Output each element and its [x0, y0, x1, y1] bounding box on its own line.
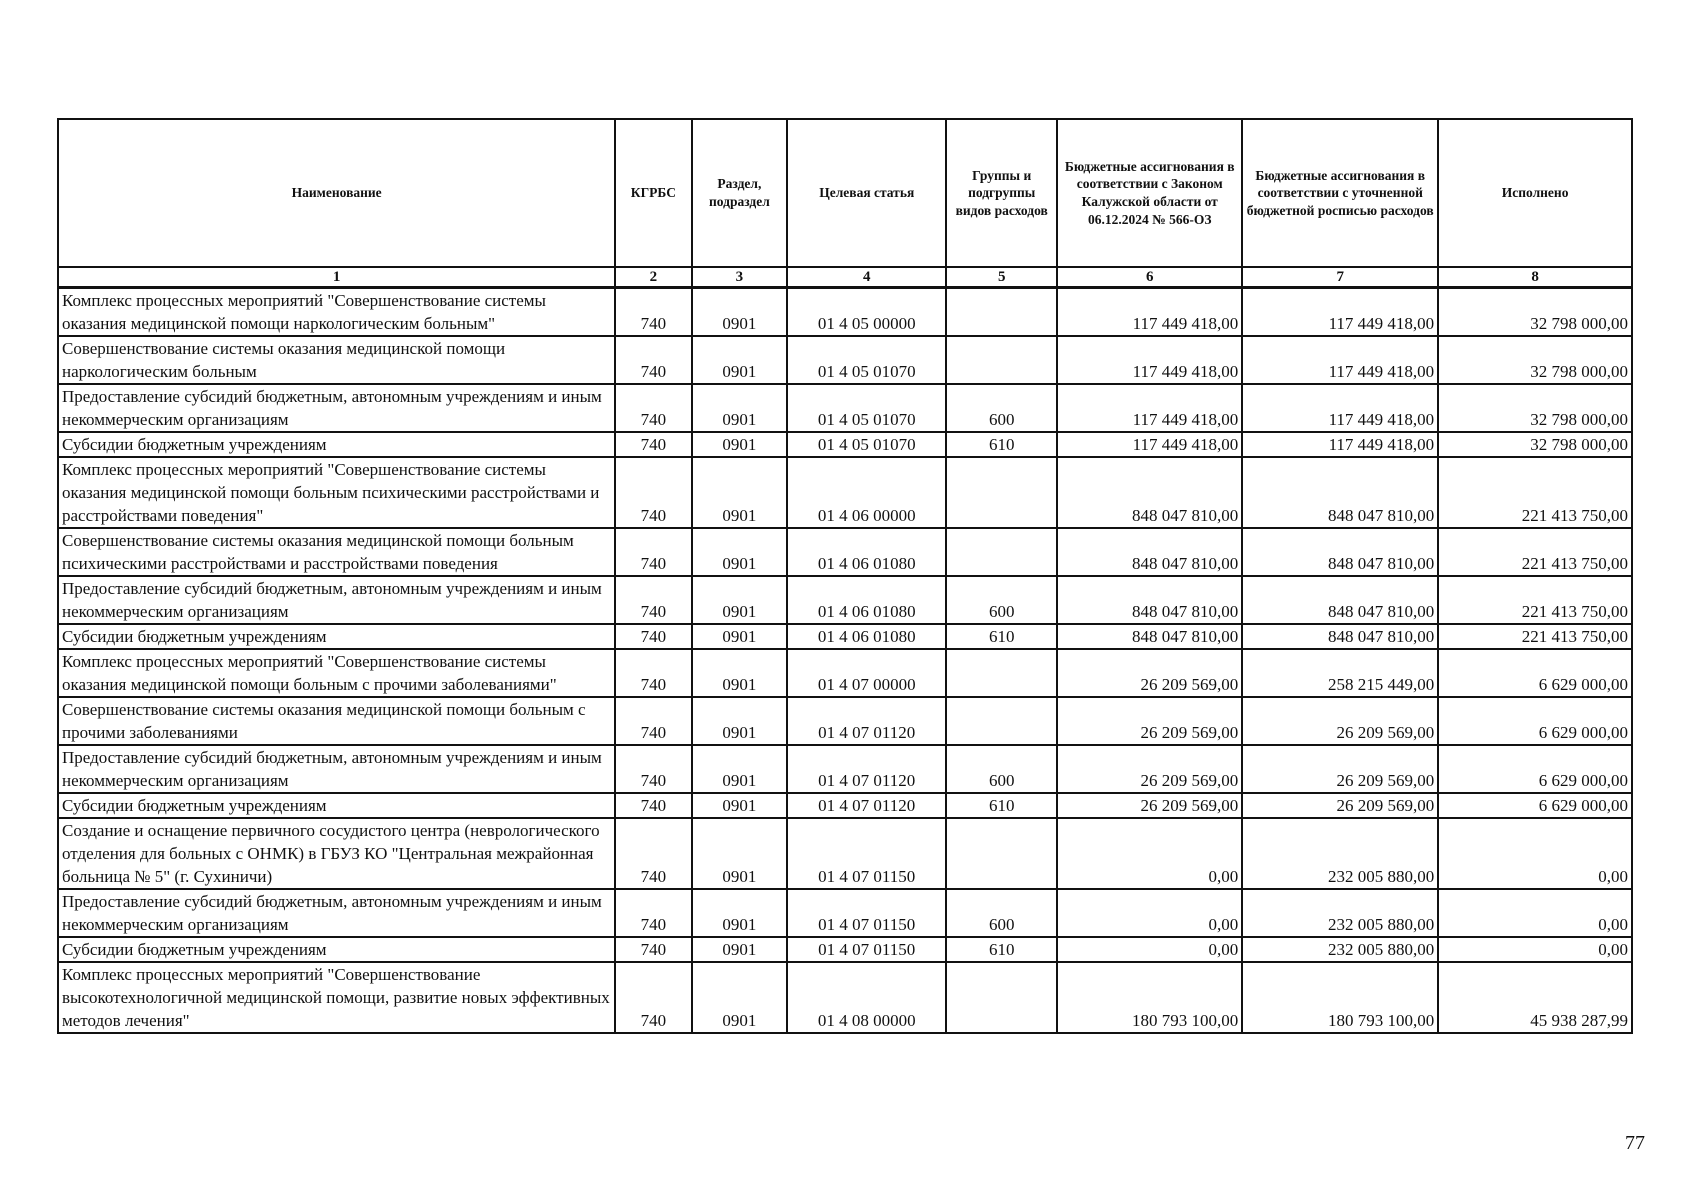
row-name: Создание и оснащение первичного сосудистого центра (неврологического отделения для больных с ОНМК) в ГБУЗ КО "Центральная межрайонная больница № 5" (г. Сухиничи)	[58, 818, 615, 889]
row-section: 0901	[692, 384, 788, 432]
col-number: 4	[787, 267, 946, 288]
row-refined-allocation: 117 449 418,00	[1242, 384, 1438, 432]
row-kgrbs: 740	[615, 528, 691, 576]
col-number: 1	[58, 267, 615, 288]
row-law-allocation: 117 449 418,00	[1057, 336, 1242, 384]
row-refined-allocation: 848 047 810,00	[1242, 624, 1438, 649]
row-refined-allocation: 26 209 569,00	[1242, 745, 1438, 793]
row-section: 0901	[692, 818, 788, 889]
col-number: 3	[692, 267, 788, 288]
table-row	[58, 432, 1632, 457]
col-number: 8	[1438, 267, 1632, 288]
table-row	[58, 937, 1632, 962]
col-header-kgrbs: КГРБС	[615, 119, 691, 267]
row-law-allocation: 117 449 418,00	[1057, 384, 1242, 432]
table-row	[58, 384, 1632, 432]
row-target-article: 01 4 06 01080	[787, 528, 946, 576]
row-refined-allocation: 848 047 810,00	[1242, 457, 1438, 528]
column-number-row	[58, 267, 1632, 288]
row-section: 0901	[692, 336, 788, 384]
row-executed: 6 629 000,00	[1438, 697, 1632, 745]
row-kgrbs: 740	[615, 288, 691, 337]
row-kgrbs: 740	[615, 962, 691, 1033]
row-law-allocation: 26 209 569,00	[1057, 649, 1242, 697]
row-refined-allocation: 848 047 810,00	[1242, 528, 1438, 576]
row-target-article: 01 4 06 01080	[787, 624, 946, 649]
table-row	[58, 889, 1632, 937]
row-refined-allocation: 117 449 418,00	[1242, 336, 1438, 384]
row-executed: 0,00	[1438, 818, 1632, 889]
row-executed: 221 413 750,00	[1438, 528, 1632, 576]
row-kgrbs: 740	[615, 937, 691, 962]
row-section: 0901	[692, 745, 788, 793]
col-header-section: Раздел, подраздел	[692, 119, 788, 267]
row-expense-group	[946, 818, 1057, 889]
table-body	[58, 288, 1632, 1034]
col-header-refined-allocation: Бюджетные ассигнования в соответствии с уточненной бюджетной росписью расходов	[1242, 119, 1438, 267]
row-name: Комплекс процессных мероприятий "Совершенствование системы оказания медицинской помощи больным с прочими заболеваниями"	[58, 649, 615, 697]
row-name: Субсидии бюджетным учреждениям	[58, 432, 615, 457]
table-row	[58, 818, 1632, 889]
row-section: 0901	[692, 457, 788, 528]
row-refined-allocation: 232 005 880,00	[1242, 937, 1438, 962]
row-section: 0901	[692, 889, 788, 937]
table-row	[58, 793, 1632, 818]
table-row	[58, 962, 1632, 1033]
row-section: 0901	[692, 432, 788, 457]
row-refined-allocation: 117 449 418,00	[1242, 288, 1438, 337]
row-name: Предоставление субсидий бюджетным, автономным учреждениям и иным некоммерческим организациям	[58, 384, 615, 432]
row-expense-group	[946, 336, 1057, 384]
row-kgrbs: 740	[615, 336, 691, 384]
row-kgrbs: 740	[615, 384, 691, 432]
budget-table	[57, 118, 1633, 1034]
row-kgrbs: 740	[615, 818, 691, 889]
row-kgrbs: 740	[615, 432, 691, 457]
row-kgrbs: 740	[615, 793, 691, 818]
row-name: Комплекс процессных мероприятий "Совершенствование системы оказания медицинской помощи наркологическим больным"	[58, 288, 615, 337]
row-expense-group	[946, 697, 1057, 745]
row-law-allocation: 0,00	[1057, 818, 1242, 889]
table-row	[58, 528, 1632, 576]
row-name: Совершенствование системы оказания медицинской помощи наркологическим больным	[58, 336, 615, 384]
row-law-allocation: 26 209 569,00	[1057, 793, 1242, 818]
row-name: Совершенствование системы оказания медицинской помощи больным психическими расстройствами и расстройствами поведения	[58, 528, 615, 576]
row-law-allocation: 848 047 810,00	[1057, 457, 1242, 528]
row-target-article: 01 4 05 01070	[787, 336, 946, 384]
row-expense-group: 600	[946, 745, 1057, 793]
row-law-allocation: 26 209 569,00	[1057, 745, 1242, 793]
row-name: Субсидии бюджетным учреждениям	[58, 793, 615, 818]
row-refined-allocation: 26 209 569,00	[1242, 793, 1438, 818]
row-executed: 32 798 000,00	[1438, 336, 1632, 384]
row-refined-allocation: 26 209 569,00	[1242, 697, 1438, 745]
row-section: 0901	[692, 697, 788, 745]
row-executed: 45 938 287,99	[1438, 962, 1632, 1033]
row-target-article: 01 4 05 00000	[787, 288, 946, 337]
row-section: 0901	[692, 937, 788, 962]
row-target-article: 01 4 07 01120	[787, 697, 946, 745]
row-expense-group	[946, 649, 1057, 697]
table-row	[58, 576, 1632, 624]
table-row	[58, 336, 1632, 384]
col-header-executed: Исполнено	[1438, 119, 1632, 267]
row-kgrbs: 740	[615, 624, 691, 649]
row-target-article: 01 4 07 01120	[787, 745, 946, 793]
row-section: 0901	[692, 962, 788, 1033]
row-target-article: 01 4 06 00000	[787, 457, 946, 528]
row-refined-allocation: 117 449 418,00	[1242, 432, 1438, 457]
table-row	[58, 624, 1632, 649]
row-executed: 0,00	[1438, 937, 1632, 962]
row-kgrbs: 740	[615, 457, 691, 528]
row-executed: 6 629 000,00	[1438, 745, 1632, 793]
row-target-article: 01 4 07 01120	[787, 793, 946, 818]
col-header-law-allocation: Бюджетные ассигнования в соответствии с Законом Калужской области от 06.12.2024 № 566-ОЗ	[1057, 119, 1242, 267]
row-law-allocation: 26 209 569,00	[1057, 697, 1242, 745]
row-executed: 32 798 000,00	[1438, 432, 1632, 457]
row-section: 0901	[692, 793, 788, 818]
col-number: 6	[1057, 267, 1242, 288]
row-executed: 221 413 750,00	[1438, 624, 1632, 649]
row-target-article: 01 4 07 00000	[787, 649, 946, 697]
col-number: 7	[1242, 267, 1438, 288]
row-name: Предоставление субсидий бюджетным, автономным учреждениям и иным некоммерческим организациям	[58, 576, 615, 624]
row-expense-group: 600	[946, 384, 1057, 432]
col-number: 5	[946, 267, 1057, 288]
row-name: Комплекс процессных мероприятий "Совершенствование высокотехнологичной медицинской помощи, развитие новых эффективных методов лечения"	[58, 962, 615, 1033]
row-target-article: 01 4 06 01080	[787, 576, 946, 624]
row-executed: 221 413 750,00	[1438, 576, 1632, 624]
row-law-allocation: 848 047 810,00	[1057, 576, 1242, 624]
row-expense-group	[946, 962, 1057, 1033]
row-target-article: 01 4 07 01150	[787, 818, 946, 889]
row-law-allocation: 848 047 810,00	[1057, 528, 1242, 576]
table-row	[58, 649, 1632, 697]
row-executed: 6 629 000,00	[1438, 793, 1632, 818]
row-kgrbs: 740	[615, 889, 691, 937]
row-executed: 32 798 000,00	[1438, 384, 1632, 432]
table-row	[58, 745, 1632, 793]
table-row	[58, 457, 1632, 528]
row-executed: 6 629 000,00	[1438, 649, 1632, 697]
row-refined-allocation: 232 005 880,00	[1242, 889, 1438, 937]
row-refined-allocation: 232 005 880,00	[1242, 818, 1438, 889]
row-refined-allocation: 180 793 100,00	[1242, 962, 1438, 1033]
row-expense-group: 600	[946, 576, 1057, 624]
row-target-article: 01 4 05 01070	[787, 432, 946, 457]
row-name: Субсидии бюджетным учреждениям	[58, 937, 615, 962]
row-expense-group: 610	[946, 937, 1057, 962]
col-header-target-article: Целевая статья	[787, 119, 946, 267]
row-kgrbs: 740	[615, 697, 691, 745]
row-section: 0901	[692, 624, 788, 649]
row-name: Комплекс процессных мероприятий "Совершенствование системы оказания медицинской помощи больным психическими расстройствами и расстройствами поведения"	[58, 457, 615, 528]
row-kgrbs: 740	[615, 576, 691, 624]
row-section: 0901	[692, 288, 788, 337]
col-number: 2	[615, 267, 691, 288]
row-target-article: 01 4 07 01150	[787, 937, 946, 962]
row-executed: 221 413 750,00	[1438, 457, 1632, 528]
row-executed: 32 798 000,00	[1438, 288, 1632, 337]
row-name: Предоставление субсидий бюджетным, автономным учреждениям и иным некоммерческим организациям	[58, 745, 615, 793]
row-name: Совершенствование системы оказания медицинской помощи больным с прочими заболеваниями	[58, 697, 615, 745]
page-number: 77	[1625, 1132, 1645, 1154]
row-law-allocation: 117 449 418,00	[1057, 432, 1242, 457]
row-refined-allocation: 848 047 810,00	[1242, 576, 1438, 624]
row-law-allocation: 180 793 100,00	[1057, 962, 1242, 1033]
col-header-name: Наименование	[58, 119, 615, 267]
row-target-article: 01 4 05 01070	[787, 384, 946, 432]
table-row	[58, 697, 1632, 745]
row-law-allocation: 117 449 418,00	[1057, 288, 1242, 337]
row-expense-group	[946, 288, 1057, 337]
row-expense-group: 610	[946, 624, 1057, 649]
row-expense-group	[946, 457, 1057, 528]
row-name: Субсидии бюджетным учреждениям	[58, 624, 615, 649]
row-expense-group: 600	[946, 889, 1057, 937]
table-row	[58, 288, 1632, 337]
row-kgrbs: 740	[615, 649, 691, 697]
row-section: 0901	[692, 528, 788, 576]
row-law-allocation: 848 047 810,00	[1057, 624, 1242, 649]
row-executed: 0,00	[1438, 889, 1632, 937]
row-refined-allocation: 258 215 449,00	[1242, 649, 1438, 697]
col-header-expense-group: Группы и подгруппы видов расходов	[946, 119, 1057, 267]
row-law-allocation: 0,00	[1057, 937, 1242, 962]
row-name: Предоставление субсидий бюджетным, автономным учреждениям и иным некоммерческим организациям	[58, 889, 615, 937]
row-kgrbs: 740	[615, 745, 691, 793]
row-section: 0901	[692, 649, 788, 697]
row-target-article: 01 4 08 00000	[787, 962, 946, 1033]
row-target-article: 01 4 07 01150	[787, 889, 946, 937]
row-expense-group: 610	[946, 793, 1057, 818]
row-expense-group	[946, 528, 1057, 576]
header-row	[58, 119, 1632, 267]
row-law-allocation: 0,00	[1057, 889, 1242, 937]
row-section: 0901	[692, 576, 788, 624]
row-expense-group: 610	[946, 432, 1057, 457]
